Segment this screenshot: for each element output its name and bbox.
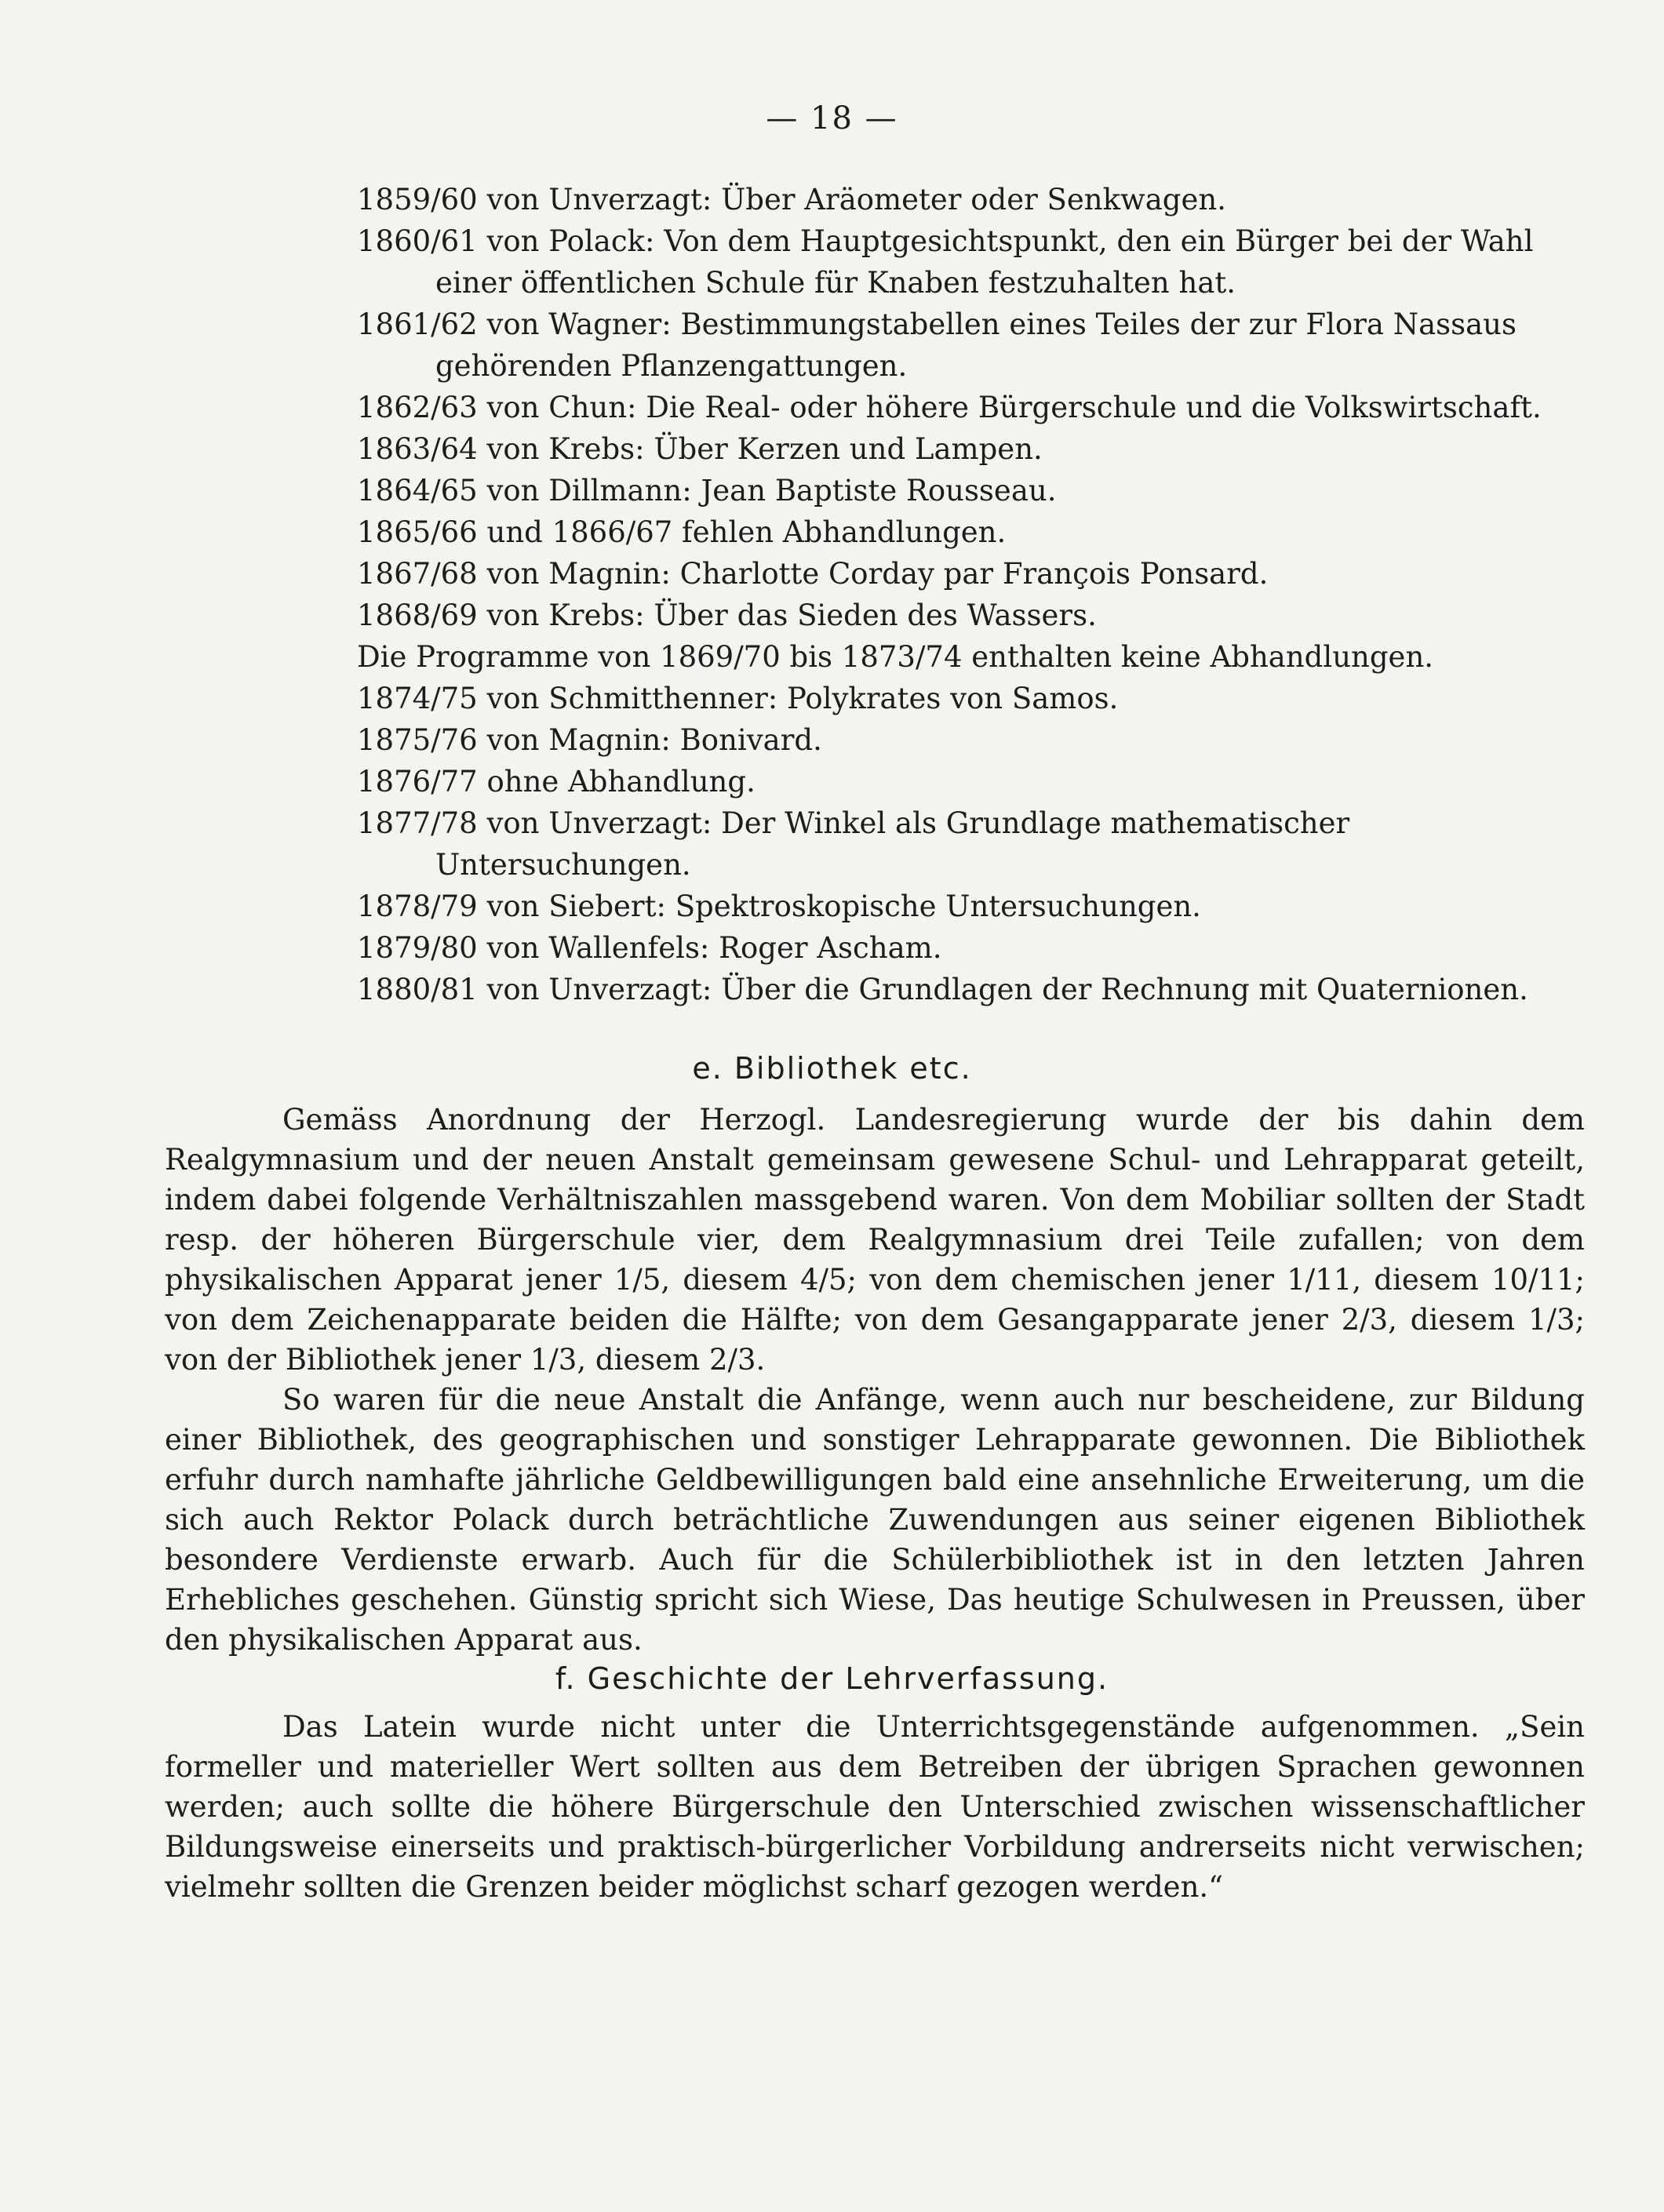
- paragraph: Das Latein wurde nicht unter die Unterrichtsgegenstände aufgenommen. „Sein formeller und materieller Wert sollten aus dem Betreiben der übrigen Sprachen gewonnen werden; auch sollte die höhere Bürgerschule den Unterschied zwischen wissenschaftlicher Bildungsweise einerseits und praktisch-bürgerlicher Vorbildung andrerseits nicht verwischen; vielmehr sollten die Grenzen beider möglichst scharf gezogen werden.“: [165, 1710, 1585, 1904]
- list-item: 1862/63 von Chun: Die Real- oder höhere Bürgerschule und die Volkswirtschaft.: [357, 391, 1542, 424]
- list-item: 1877/78 von Unverzagt: Der Winkel als Grundlage mathematischer Untersuchungen.: [357, 806, 1350, 882]
- list-item: 1876/77 ohne Abhandlung.: [357, 765, 756, 799]
- abhandlungen-list: [357, 179, 1577, 1010]
- list-item: 1861/62 von Wagner: Bestimmungstabellen eines Teiles der zur Flora Nassaus gehörenden Pflanzengattungen.: [357, 307, 1517, 383]
- section-bibliothek-body: [165, 1100, 1585, 1660]
- list-item: 1860/61 von Polack: Von dem Hauptgesichtspunkt, den ein Bürger bei der Wahl einer öffentlichen Schule für Knaben festzuhalten hat.: [357, 224, 1534, 300]
- list-item: 1875/76 von Magnin: Bonivard.: [357, 723, 822, 757]
- section-heading-lehrverfassung: f. Geschichte der Lehrverfassung.: [555, 1661, 1109, 1696]
- list-item: 1880/81 von Unverzagt: Über die Grundlagen der Rechnung mit Quaternionen.: [357, 973, 1528, 1006]
- list-item: 1879/80 von Wallenfels: Roger Ascham.: [357, 931, 942, 965]
- list-item: 1874/75 von Schmitthenner: Polykrates von Samos.: [357, 682, 1119, 715]
- page-number: — 18 —: [766, 100, 898, 136]
- list-item: 1868/69 von Krebs: Über das Sieden des Wassers.: [357, 598, 1097, 632]
- section-lehrverfassung-body: [165, 1707, 1585, 1907]
- paragraph: Gemäss Anordnung der Herzogl. Landesregierung wurde der bis dahin dem Realgymnasium und der neuen Anstalt gemeinsam gewesene Schul- und Lehrapparat geteilt, indem dabei folgende Verhältniszahlen massgebend waren. Von dem Mobiliar sollten der Stadt resp. der höheren Bürgerschule vier, dem Realgymnasium drei Teile zufallen; von dem physikalischen Apparat jener 1/5, diesem 4/5; von dem chemischen jener 1/11, diesem 10/11; von dem Zeichenapparate beiden die Hälfte; von dem Gesangapparate jener 2/3, diesem 1/3; von der Bibliothek jener 1/3, diesem 2/3.: [165, 1103, 1585, 1377]
- paragraph: So waren für die neue Anstalt die Anfänge, wenn auch nur bescheidene, zur Bildung einer Bibliothek, des geographischen und sonstiger Lehrapparate gewonnen. Die Bibliothek erfuhr durch namhafte jährliche Geldbewilligungen bald eine ansehnliche Erweiterung, um die sich auch Rektor Polack durch beträchtliche Zuwendungen aus seiner eigenen Bibliothek besondere Verdienste erwarb. Auch für die Schülerbibliothek ist in den letzten Jahren Erhebliches geschehen. Günstig spricht sich Wiese, Das heutige Schulwesen in Preussen, über den physikalischen Apparat aus.: [165, 1383, 1585, 1657]
- list-item: 1863/64 von Krebs: Über Kerzen und Lampen.: [357, 432, 1043, 466]
- list-item: 1864/65 von Dillmann: Jean Baptiste Rousseau.: [357, 474, 1057, 508]
- list-item: 1878/79 von Siebert: Spektroskopische Untersuchungen.: [357, 890, 1201, 923]
- list-item: 1867/68 von Magnin: Charlotte Corday par François Ponsard.: [357, 557, 1269, 591]
- list-item: 1865/66 und 1866/67 fehlen Abhandlungen.: [357, 515, 1007, 549]
- list-item: 1859/60 von Unverzagt: Über Aräometer oder Senkwagen.: [357, 183, 1226, 216]
- list-item: Die Programme von 1869/70 bis 1873/74 enthalten keine Abhandlungen.: [357, 640, 1434, 674]
- section-heading-bibliothek: e. Bibliothek etc.: [692, 1051, 972, 1086]
